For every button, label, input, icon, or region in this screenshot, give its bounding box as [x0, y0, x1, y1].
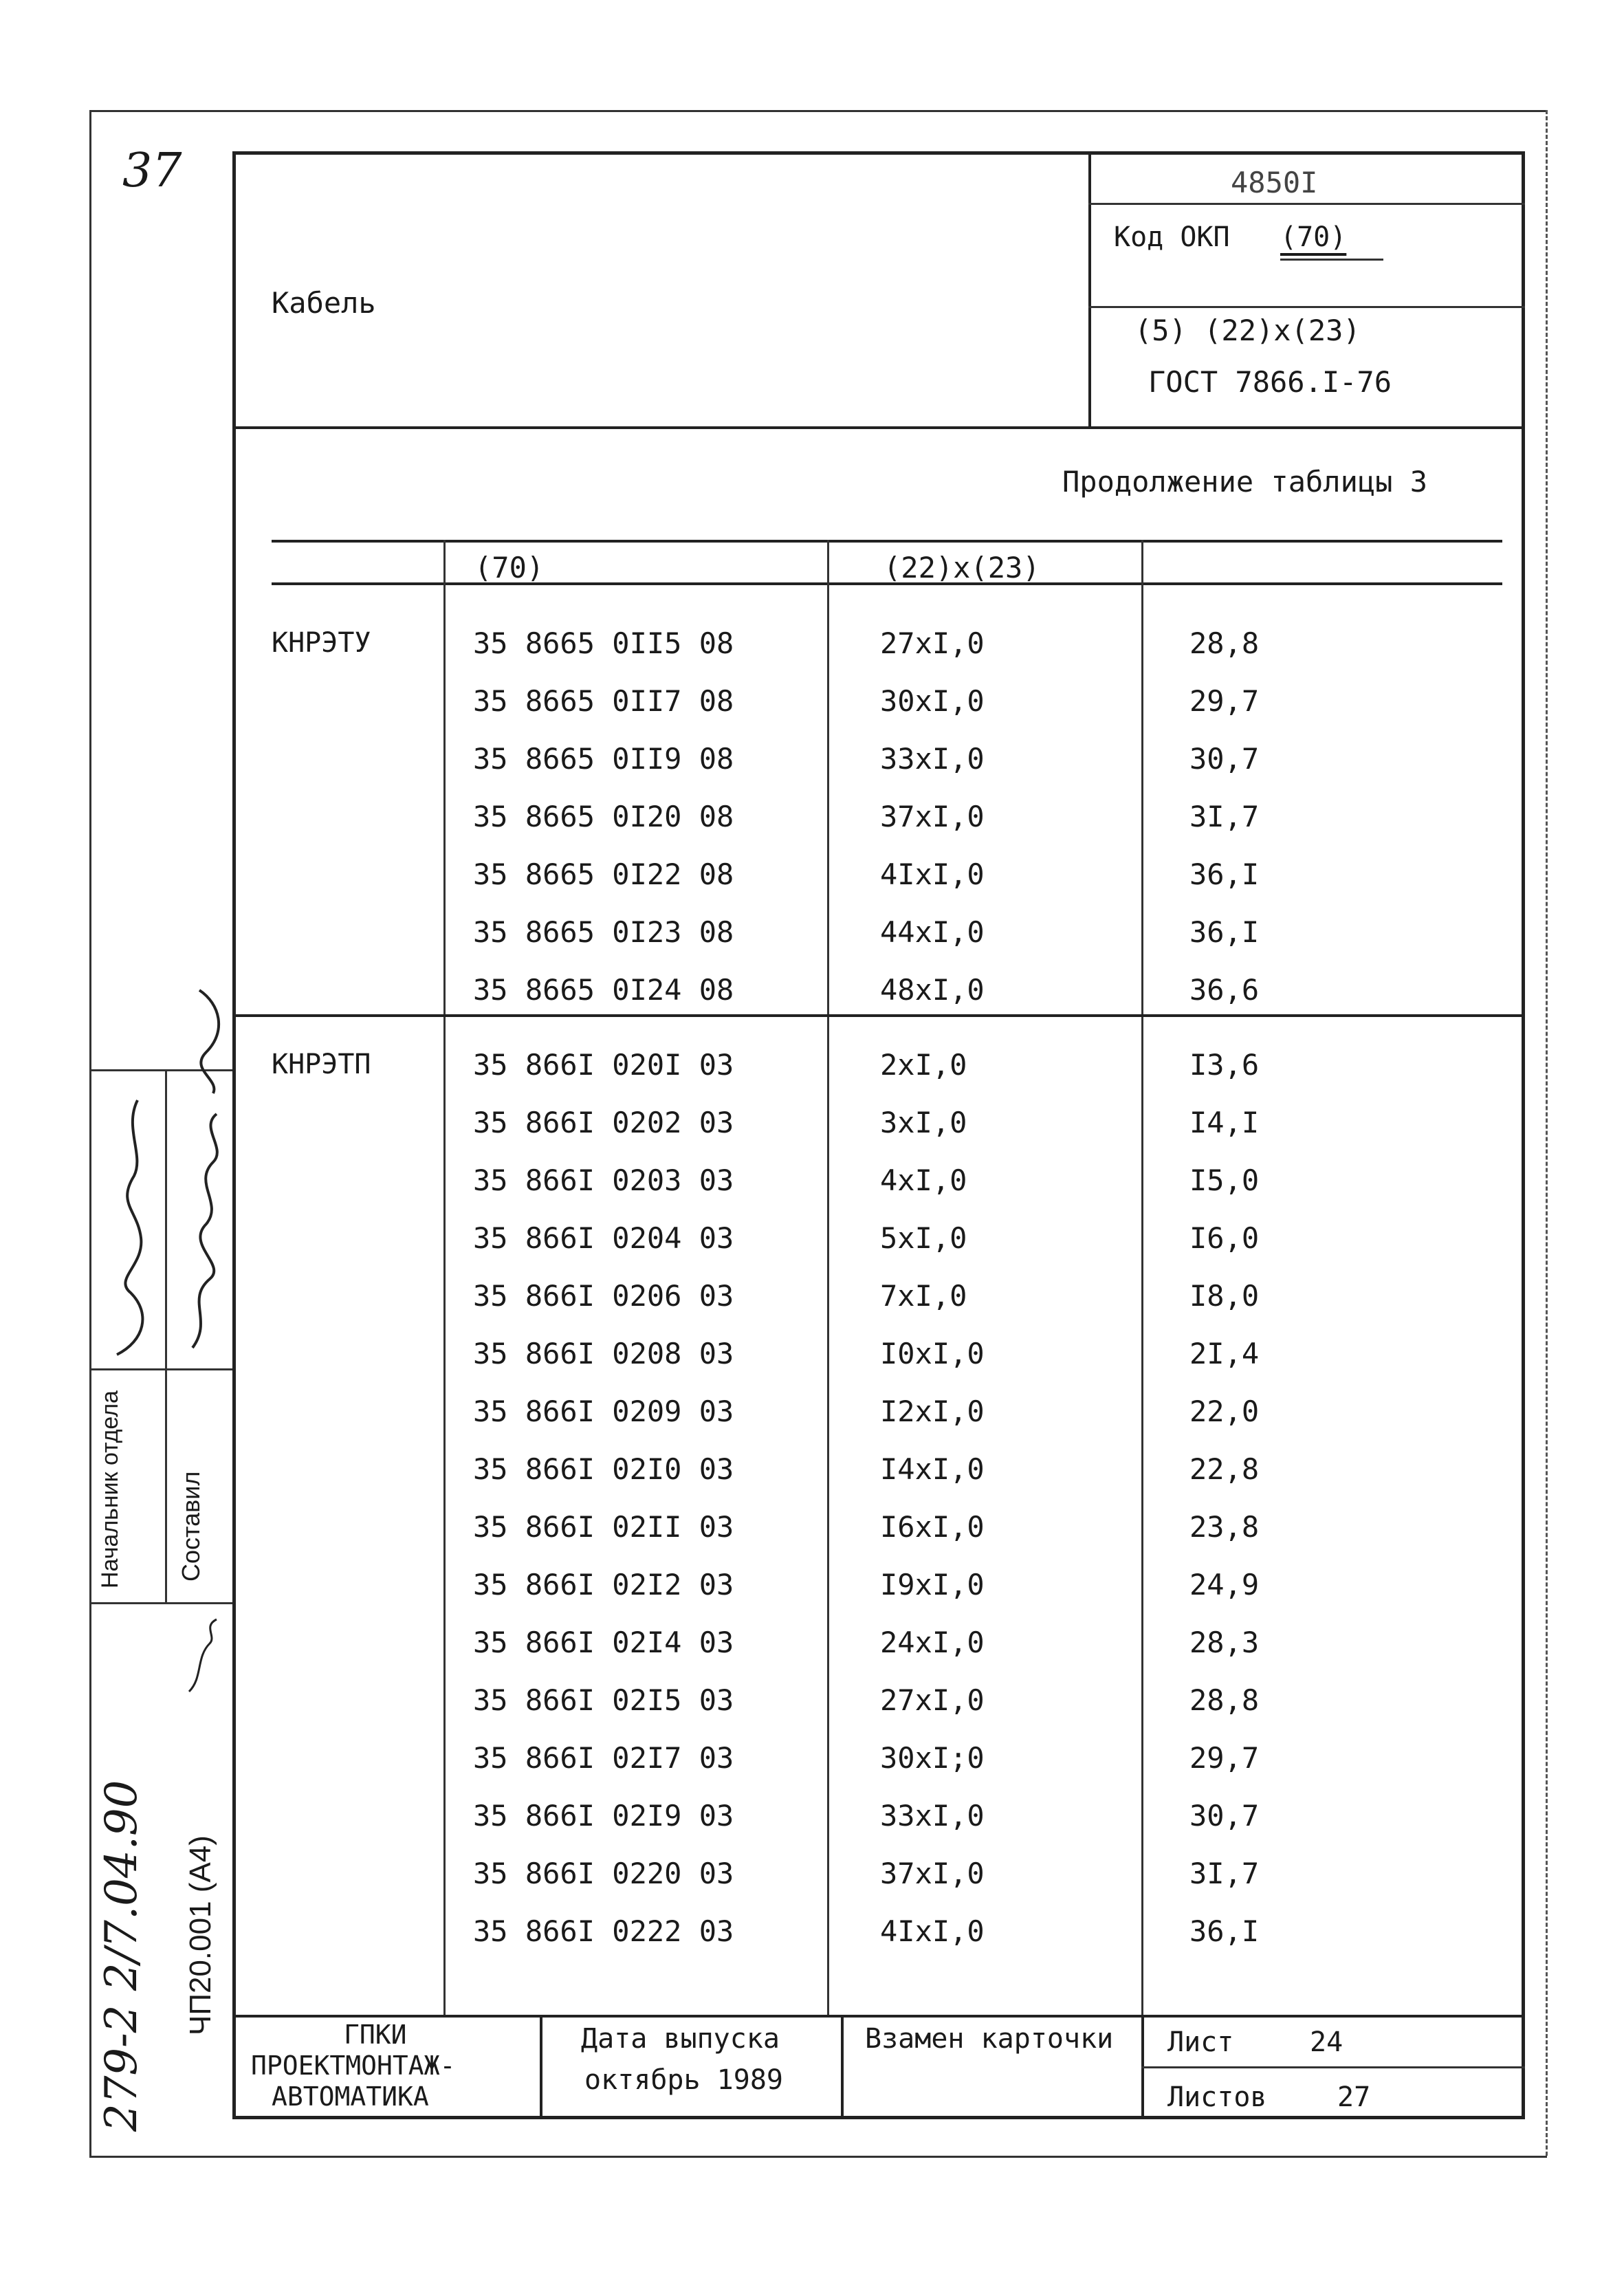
signature-head: [103, 1086, 165, 1362]
row-value: 22,8: [1189, 1452, 1260, 1486]
row-value: 30,7: [1189, 1799, 1260, 1833]
row-value: 24,9: [1189, 1568, 1260, 1601]
row-code: 35 8665 0I23 08: [473, 915, 734, 949]
row-code: 35 8665 0II7 08: [473, 684, 734, 718]
continuation-caption: Продолжение таблицы 3: [1062, 465, 1428, 499]
signature-initial: [175, 1616, 230, 1698]
row-value: I5,0: [1189, 1163, 1260, 1197]
row-code: 35 866I 02I7 03: [473, 1741, 734, 1775]
row-size: I6xI,0: [880, 1510, 985, 1544]
code-top: 4850I: [1231, 166, 1318, 199]
document-frame: [232, 151, 1525, 2119]
row-value: 28,8: [1189, 626, 1260, 660]
row-value: 28,3: [1189, 1626, 1260, 1659]
row-code: 35 866I 0208 03: [473, 1337, 734, 1370]
row-size: 37xI,0: [880, 800, 985, 833]
row-size: 44xI,0: [880, 915, 985, 949]
compiler-label: Составил: [177, 1471, 205, 1582]
sheets-label: Листов: [1167, 2081, 1267, 2113]
document-code: ЧП20.001 (А4): [184, 1835, 217, 2035]
row-value: 36,I: [1189, 1914, 1260, 1948]
row-code: 35 866I 0220 03: [473, 1857, 734, 1890]
row-size: 33xI,0: [880, 1799, 985, 1833]
row-value: 36,I: [1189, 915, 1260, 949]
row-value: 36,I: [1189, 857, 1260, 891]
product-name: Кабель: [272, 286, 376, 320]
group-divider: [232, 1014, 1525, 1017]
designation: (5) (22)x(23): [1134, 314, 1361, 347]
row-value: 36,6: [1189, 973, 1260, 1007]
header-divider: [232, 426, 1525, 429]
group-label-knretu: КНРЭТУ: [272, 627, 371, 659]
row-code: 35 866I 0204 03: [473, 1221, 734, 1255]
row-size: 7xI,0: [880, 1279, 967, 1313]
row-code: 35 8665 0II5 08: [473, 626, 734, 660]
row-size: 3xI,0: [880, 1106, 967, 1139]
row-value: I3,6: [1189, 1048, 1260, 1082]
row-code: 35 866I 02II 03: [473, 1510, 734, 1544]
replaces-card-label: Взамен карточки: [865, 2023, 1114, 2055]
row-size: 2xI,0: [880, 1048, 967, 1082]
row-size: 4IxI,0: [880, 857, 985, 891]
row-value: 2I,4: [1189, 1337, 1260, 1370]
row-size: 24xI,0: [880, 1626, 985, 1659]
row-value: 3I,7: [1189, 1857, 1260, 1890]
row-size: 4xI,0: [880, 1163, 967, 1197]
row-value: 29,7: [1189, 1741, 1260, 1775]
row-code: 35 8665 0I24 08: [473, 973, 734, 1007]
row-value: 22,0: [1189, 1395, 1260, 1428]
release-date-label: Дата выпуска: [581, 2023, 780, 2055]
row-code: 35 866I 02I2 03: [473, 1568, 734, 1601]
head-of-department-label: Начальник отдела: [97, 1390, 123, 1588]
row-code: 35 8665 0I22 08: [473, 857, 734, 891]
row-value: 3I,7: [1189, 800, 1260, 833]
row-code: 35 866I 0206 03: [473, 1279, 734, 1313]
row-size: 27xI,0: [880, 1683, 985, 1717]
row-size: I0xI,0: [880, 1337, 985, 1370]
row-code: 35 866I 0202 03: [473, 1106, 734, 1139]
row-code: 35 866I 02I4 03: [473, 1626, 734, 1659]
row-value: I8,0: [1189, 1279, 1260, 1313]
okp-label: Код ОКП: [1114, 221, 1230, 253]
sheet-label: Лист: [1167, 2026, 1234, 2058]
sheets-value: 27: [1337, 2081, 1371, 2113]
org-line-2: ПРОЕКТМОНТАЖ-: [251, 2051, 456, 2081]
row-size: 48xI,0: [880, 973, 985, 1007]
row-size: 37xI,0: [880, 1857, 985, 1890]
row-size: 5xI,0: [880, 1221, 967, 1255]
row-size: 27xI,0: [880, 626, 985, 660]
row-value: 28,8: [1189, 1683, 1260, 1717]
signature-compiler: [172, 976, 234, 1362]
row-size: 30xI,0: [880, 684, 985, 718]
handwritten-registration: 279-2 2/7.04.90: [96, 1780, 147, 2132]
row-code: 35 866I 0222 03: [473, 1914, 734, 1948]
column-header-size: (22)x(23): [884, 551, 1040, 584]
row-size: I4xI,0: [880, 1452, 985, 1486]
sheet-value: 24: [1310, 2026, 1343, 2058]
row-value: I6,0: [1189, 1221, 1260, 1255]
row-code: 35 866I 02I0 03: [473, 1452, 734, 1486]
row-value: 23,8: [1189, 1510, 1260, 1544]
row-value: 29,7: [1189, 684, 1260, 718]
page-number: 37: [122, 144, 182, 198]
row-size: 33xI,0: [880, 742, 985, 776]
row-size: I9xI,0: [880, 1568, 985, 1601]
column-header-code: (70): [474, 551, 545, 584]
row-code: 35 8665 0I20 08: [473, 800, 734, 833]
row-code: 35 8665 0II9 08: [473, 742, 734, 776]
gost: ГОСТ 7866.I-76: [1148, 365, 1392, 399]
row-code: 35 866I 0209 03: [473, 1395, 734, 1428]
row-size: 4IxI,0: [880, 1914, 985, 1948]
row-value: I4,I: [1189, 1106, 1260, 1139]
row-size: I2xI,0: [880, 1395, 985, 1428]
row-code: 35 866I 020I 03: [473, 1048, 734, 1082]
group-label-knretp: КНРЭТП: [272, 1049, 371, 1080]
row-code: 35 866I 02I9 03: [473, 1799, 734, 1833]
row-code: 35 866I 02I5 03: [473, 1683, 734, 1717]
release-date-value: октябрь 1989: [584, 2064, 783, 2096]
row-size: 30xI;0: [880, 1741, 985, 1775]
org-line-1: ГПКИ: [344, 2020, 407, 2050]
row-code: 35 866I 0203 03: [473, 1163, 734, 1197]
okp-value: (70): [1280, 221, 1347, 253]
org-line-3: АВТОМАТИКА: [272, 2081, 429, 2112]
row-value: 30,7: [1189, 742, 1260, 776]
